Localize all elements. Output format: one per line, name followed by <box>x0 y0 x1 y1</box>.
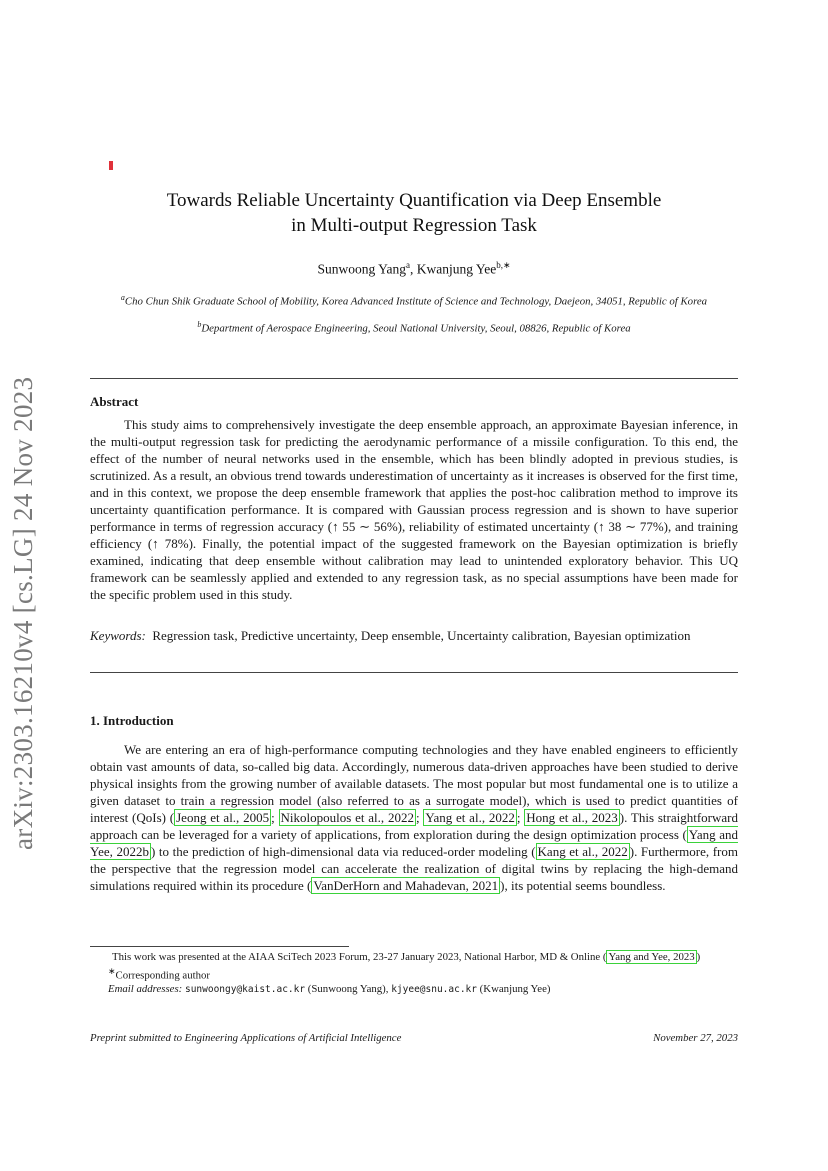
intro-sep-2: ; <box>415 810 424 825</box>
introduction-paragraph <box>90 741 738 894</box>
author-separator: , <box>409 261 417 277</box>
citation-link[interactable]: VanDerHorn and Mahadevan, 2021 <box>313 878 499 893</box>
title-line-1: Towards Reliable Uncertainty Quantification via Deep Ensemble <box>166 190 662 211</box>
footnotes <box>90 951 738 996</box>
intro-sep-3: ; <box>516 810 525 825</box>
email-owner-1: (Sunwoong Yang), <box>305 982 392 995</box>
abstract-bottom-rule <box>90 672 738 673</box>
footnote-corresponding-text: Corresponding author <box>115 969 211 982</box>
footnote-1 <box>90 951 738 965</box>
footnote-1-text: This work was presented at the AIAA SciTech 2023 Forum, 23-27 January 2023, National Harbor, MD & Online ( <box>112 951 607 963</box>
citation-link[interactable]: Kang et al., 2022 <box>537 844 628 859</box>
paper-title <box>90 188 738 238</box>
intro-text-3: ) to the prediction of high-dimensional data via reduced-order modeling ( <box>150 844 536 859</box>
author-2-sup: b,∗ <box>496 260 511 270</box>
author-1-sup: a <box>405 260 410 270</box>
abstract-body: This study aims to comprehensively investigate the deep ensemble approach, an approximate Bayesian inference, in the multi-output regression task for predicting the aerodynamic performance of a missile configuration. To this end, the effect of the number of neural networks used in the ensemble, which has been blindly adopted in previous studies, is scrutinized. As a result, an obvious trend towards underestimation of uncertainty as it increases is observed for the first time, and in this context, we propose the deep ensemble framework that applies the post-hoc calibration method to improve its uncertainty quantification performance. It is compared with Gaussian process regression and is shown to have superior performance in terms of regression accuracy (↑ 55 ∼ 56%), reliability of estimated uncertainty (↑ 38 ∼ 77%), and training efficiency (↑ 78%). Finally, the potential impact of the suggested framework on the Bayesian optimization is briefly examined, indicating that deep ensemble without calibration may lead to unintended exploratory behavior. This UQ framework can be seamlessly applied and extended to any regression task, as no special assumptions have been made for the specific problem used in this study. <box>90 417 738 602</box>
email-owner-2: (Kwanjung Yee) <box>476 982 551 995</box>
email-link[interactable]: kjyee@snu.ac.kr <box>391 983 477 995</box>
abstract-top-rule <box>90 378 738 379</box>
keywords-label: Keywords: <box>90 628 146 643</box>
author-2-name: Kwanjung Yee <box>416 261 497 277</box>
footnote-1-end: ) <box>696 951 701 963</box>
affiliation-b-text: Department of Aerospace Engineering, Seoul National University, Seoul, 08826, Republic of Korea <box>201 322 631 335</box>
title-line-2: in Multi-output Regression Task <box>291 215 537 236</box>
author-list <box>90 260 738 278</box>
intro-text-4: ). Furthermore, from the perspective that the regression model can accelerate the realization of digital twins by replacing the high-demand simulations required within its procedure ( <box>90 844 738 893</box>
affiliation-a <box>110 291 718 309</box>
preprint-footer <box>90 1032 738 1044</box>
affiliation-a-sup: a <box>120 293 125 302</box>
arxiv-side-identifier: arXiv:2303.16210v4 [cs.LG] 24 Nov 2023 <box>8 376 38 850</box>
red-marker <box>109 161 113 170</box>
intro-sep-1: ; <box>271 810 279 825</box>
citation-link[interactable]: Nikolopoulos et al., 2022 <box>280 810 414 825</box>
intro-text-1: We are entering an era of high-performance computing technologies and they have enabled engineers to efficiently obtain vast amounts of data, so-called big data. Accordingly, numerous data-driven approaches have been studied to derive physical insights from the growing number of available datasets. The most popular but most fundamental one is to utilize a given dataset to train a regression model (also referred to as a surrogate model), which is used to predict quantities of interest (QoIs) ( <box>90 742 738 825</box>
citation-link[interactable]: Hong et al., 2023 <box>526 810 618 825</box>
citation-link[interactable]: Jeong et al., 2005 <box>176 810 270 825</box>
preprint-venue: Preprint submitted to Engineering Applications of Artificial Intelligence <box>90 1032 402 1044</box>
affiliation-b <box>110 318 718 336</box>
preprint-date: November 27, 2023 <box>653 1032 738 1044</box>
email-link[interactable]: sunwoongy@kaist.ac.kr <box>184 983 306 995</box>
author-1-name: Sunwoong Yang <box>317 261 406 277</box>
keywords <box>90 627 738 644</box>
footnote-rule <box>90 946 349 947</box>
citation-link[interactable]: Yang et al., 2022 <box>425 810 515 825</box>
footnote-corresponding-sup: ∗ <box>108 965 116 976</box>
email-label: Email addresses: <box>108 982 183 995</box>
footnote-corresponding <box>90 965 738 983</box>
affiliation-b-sup: b <box>197 320 202 329</box>
keywords-text: Regression task, Predictive uncertainty, Deep ensemble, Uncertainty calibration, Bayesian optimization <box>152 628 691 643</box>
abstract-heading: Abstract <box>90 394 139 409</box>
intro-text-2: ). This straightforward approach can be leveraged for a variety of applications, from exploration during the design optimization process ( <box>90 810 738 842</box>
footnote-emails <box>90 983 738 997</box>
intro-text-5: ), its potential seems boundless. <box>500 878 666 893</box>
citation-link[interactable]: Yang and Yee, 2023 <box>608 951 695 963</box>
affiliation-a-text: Cho Chun Shik Graduate School of Mobility, Korea Advanced Institute of Science and Technology, Daejeon, 34051, Republic of Korea <box>124 295 708 308</box>
introduction-heading: 1. Introduction <box>90 713 174 728</box>
citation-link[interactable]: Yang and Yee, 2022b <box>90 827 738 859</box>
